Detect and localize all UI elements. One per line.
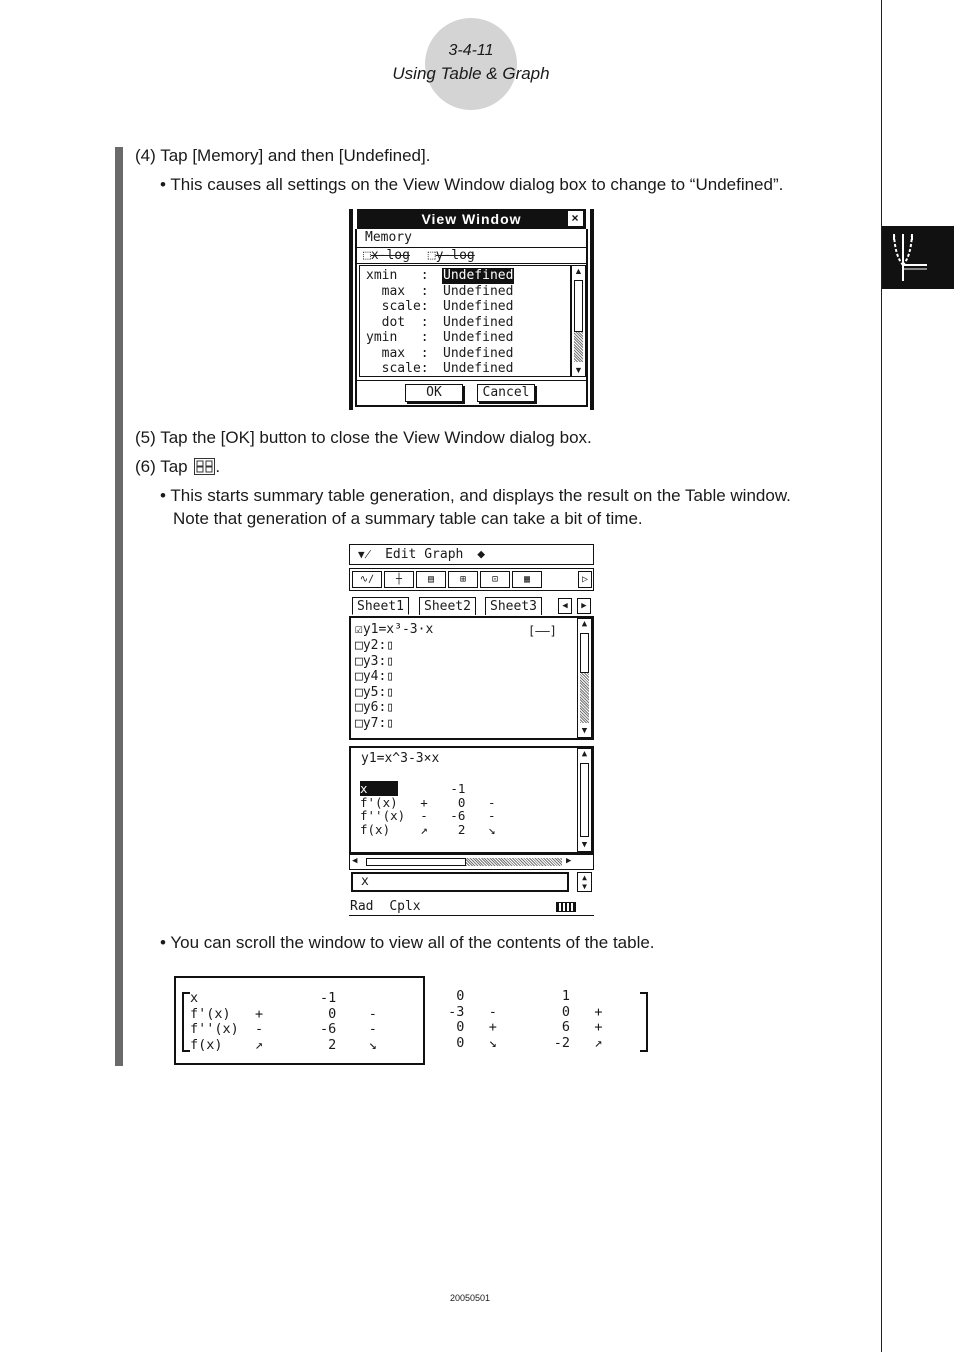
step-6-bullet-cont: Note that generation of a summary table can take a bit of time. xyxy=(173,509,643,528)
scroll-thumb[interactable] xyxy=(574,280,583,332)
setting-value[interactable]: Undefined xyxy=(443,268,514,283)
step-6: (6) Tap . xyxy=(135,457,221,476)
summary-table-icon xyxy=(194,458,215,475)
sheet-tabs xyxy=(349,596,594,616)
summary-row-continued: 0 1 xyxy=(440,988,571,1004)
scroll-up-icon[interactable]: ▲ xyxy=(581,749,588,759)
tab-sheet3[interactable]: Sheet3 xyxy=(485,597,542,615)
scroll-right-icon[interactable]: ▶ xyxy=(566,856,572,866)
x-log-checkbox[interactable]: ⬚x-log xyxy=(363,248,410,263)
step-6-bullet: • This starts summary table generation, and displays the result on the Table window. xyxy=(160,486,791,505)
setting-value[interactable]: Undefined xyxy=(443,361,514,376)
graph-tool-icon[interactable]: ∿∕ xyxy=(352,571,382,588)
settings-list xyxy=(359,265,571,377)
scroll-left-icon[interactable]: ◀ xyxy=(352,856,358,866)
step-4-bullet: • This causes all settings on the View Window dialog box to change to “Undefined”. xyxy=(160,175,784,194)
menu-diamond-icon[interactable]: ◆ xyxy=(477,547,486,562)
input-spin-icon[interactable]: ▲ ▼ xyxy=(577,872,592,892)
summary-row: f(x) ↗ 2 ↘ xyxy=(190,1036,377,1053)
scroll-down-icon[interactable]: ▼ xyxy=(581,726,588,736)
function-y1[interactable]: ☑y1=x³-3·x xyxy=(355,622,434,637)
table-row[interactable]: f(x) ↗ 2 ↘ xyxy=(360,821,496,837)
function-y4[interactable]: □y4:▯ xyxy=(355,669,395,684)
editor-scrollbar[interactable] xyxy=(577,618,592,738)
scroll-down-icon[interactable]: ▼ xyxy=(581,840,588,850)
table-tool-icon[interactable]: ⊞ xyxy=(448,571,478,588)
axes-tool-icon[interactable]: ┼ xyxy=(384,571,414,588)
setting-value[interactable]: Undefined xyxy=(443,314,514,330)
function-y3[interactable]: □y3:▯ xyxy=(355,653,395,669)
summary-table-visible-part xyxy=(174,976,425,1065)
complex-mode: Cplx xyxy=(389,899,421,914)
function-y6[interactable]: □y6:▯ xyxy=(355,700,395,715)
setting-label: scale: xyxy=(366,299,429,314)
line-style-bracket: [——] xyxy=(528,624,557,638)
toolbar-next-icon[interactable]: ▷ xyxy=(578,571,592,588)
setting-value[interactable]: Undefined xyxy=(443,345,514,361)
sequence-tool-icon[interactable]: ▦ xyxy=(512,571,542,588)
toolbar xyxy=(349,568,594,591)
summary-row-continued: 0 + 6 + xyxy=(440,1019,603,1035)
tab-next-icon[interactable]: ▶ xyxy=(577,598,591,614)
setting-label: max : xyxy=(366,283,429,299)
hscroll-thumb[interactable] xyxy=(366,858,466,866)
setting-label: ymin : xyxy=(366,330,429,345)
tab-prev-icon[interactable]: ◀ xyxy=(558,598,572,614)
scroll-thumb[interactable] xyxy=(580,633,589,673)
summary-table-window xyxy=(349,746,594,854)
scroll-up-icon[interactable]: ▲ xyxy=(574,266,583,276)
view-window-dialog xyxy=(349,209,594,410)
scroll-thumb[interactable] xyxy=(580,763,589,837)
table-scrollbar[interactable] xyxy=(577,748,592,852)
dialog-edge-right xyxy=(590,209,594,410)
calculator-screen xyxy=(349,544,594,918)
function-y5[interactable]: □y5:▯ xyxy=(355,684,395,700)
function-y2[interactable]: □y2:▯ xyxy=(355,638,395,653)
divider xyxy=(357,380,586,381)
graph-chapter-tab xyxy=(882,226,954,289)
status-bar xyxy=(349,898,594,916)
y-log-checkbox[interactable]: ⬚y-log xyxy=(427,248,475,263)
left-bracket xyxy=(182,992,190,1052)
table-function: y1=x^3-3×x xyxy=(361,751,440,766)
expression-input[interactable]: x xyxy=(351,872,569,892)
battery-icon xyxy=(556,902,576,912)
setting-label: max : xyxy=(366,345,429,361)
scroll-track[interactable] xyxy=(574,332,583,362)
margin-rule xyxy=(881,0,882,1352)
setting-value[interactable]: Undefined xyxy=(443,283,514,299)
list-tool-icon[interactable]: ▤ xyxy=(416,571,446,588)
dialog-title: View Window xyxy=(421,211,522,227)
table-row[interactable]: f'(x) + 0 - xyxy=(360,794,496,810)
ok-button[interactable]: OK xyxy=(405,384,463,402)
scroll-track[interactable] xyxy=(580,673,589,723)
log-checkboxes xyxy=(363,248,475,263)
step-5: (5) Tap the [OK] button to close the View Window dialog box. xyxy=(135,428,592,447)
right-bracket xyxy=(640,992,648,1052)
summary-row-continued: 0 ↘ -2 ↗ xyxy=(440,1034,603,1051)
menu-down-icon[interactable]: ▼̸ xyxy=(358,548,372,561)
graph-editor xyxy=(349,616,594,740)
setting-label: dot : xyxy=(366,314,429,330)
menu-edit-graph[interactable]: Edit Graph xyxy=(385,547,464,562)
dialog-body xyxy=(355,229,588,407)
summary-row: x -1 xyxy=(190,990,337,1006)
hscroll-track[interactable] xyxy=(466,858,562,866)
summary-tool-icon[interactable]: ⊡ xyxy=(480,571,510,588)
setting-value[interactable]: Undefined xyxy=(443,330,514,345)
step-4: (4) Tap [Memory] and then [Undefined]. xyxy=(135,146,431,165)
angle-mode: Rad xyxy=(350,899,374,914)
setting-label: xmin : xyxy=(366,268,429,283)
table-row[interactable]: x -1 xyxy=(360,781,466,796)
horizontal-scrollbar[interactable] xyxy=(349,854,594,870)
setting-value[interactable]: Undefined xyxy=(443,299,514,314)
scroll-down-icon[interactable]: ▼ xyxy=(574,365,583,375)
memory-menu[interactable]: Memory xyxy=(365,230,412,245)
table-row[interactable]: f''(x) - -6 - xyxy=(360,808,496,823)
graph-icon xyxy=(882,226,954,289)
dialog-title-bar xyxy=(357,209,586,229)
summary-row: f'(x) + 0 - xyxy=(190,1005,377,1022)
page-number: 3-4-11 xyxy=(448,42,494,59)
list-scrollbar[interactable] xyxy=(571,265,586,377)
scroll-up-icon[interactable]: ▲ xyxy=(581,619,588,629)
summary-row-continued: -3 - 0 + xyxy=(440,1003,603,1020)
footer-code: 20050501 xyxy=(449,1293,491,1303)
section-bar xyxy=(115,147,123,1066)
tab-sheet2[interactable]: Sheet2 xyxy=(419,597,476,615)
summary-row: f''(x) - -6 - xyxy=(190,1021,377,1037)
dialog-edge-left xyxy=(349,209,353,410)
close-icon[interactable]: × xyxy=(568,211,583,226)
setting-label: scale: xyxy=(366,361,429,376)
scroll-bullet: • You can scroll the window to view all of the contents of the table. xyxy=(160,933,655,952)
cancel-button[interactable]: Cancel xyxy=(477,384,535,402)
function-y7[interactable]: □y7:▯ xyxy=(355,715,395,731)
menu-bar xyxy=(349,544,594,565)
tab-sheet1[interactable]: Sheet1 xyxy=(352,597,409,615)
section-title: Using Table & Graph xyxy=(392,64,550,83)
divider xyxy=(357,263,586,264)
